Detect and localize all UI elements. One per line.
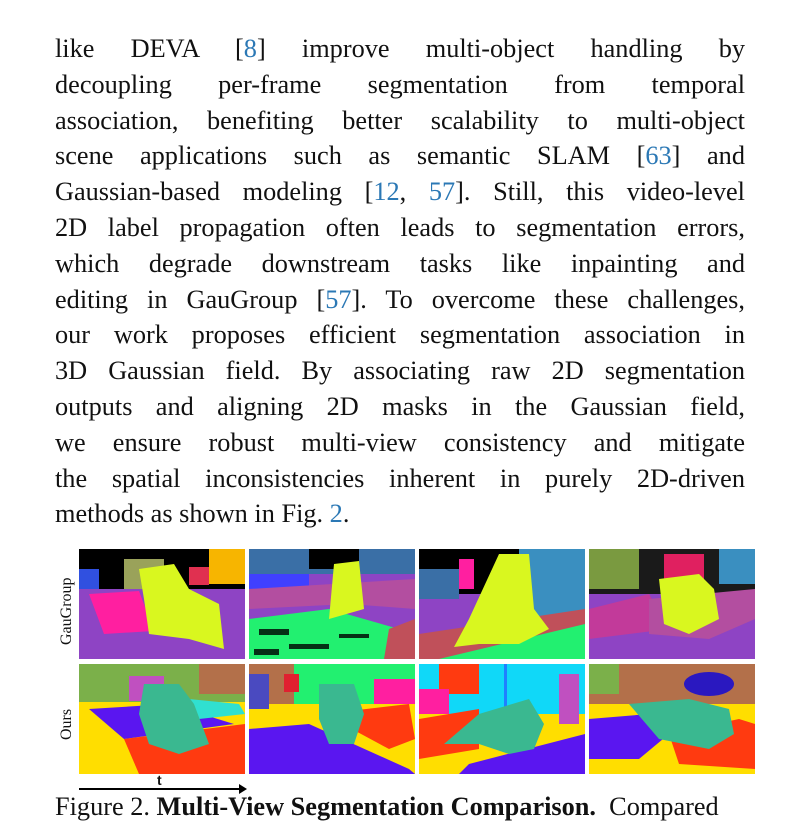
text-span: the spatial inconsistencies inherent in purely 2D-driven	[55, 463, 745, 493]
text-line	[55, 496, 745, 532]
caption-text: Compared	[596, 792, 719, 821]
text-line	[55, 138, 745, 174]
text-span: ] and	[671, 141, 745, 171]
citation-link[interactable]: 8	[243, 34, 257, 63]
row-label-gaugroup: GauGroup	[58, 577, 75, 645]
text-line	[55, 210, 745, 246]
text-span: we ensure robust multi-view consistency and mitigate	[55, 427, 745, 457]
text-line	[55, 67, 745, 103]
gaugroup-view-3	[419, 549, 585, 659]
text-span: 3D Gaussian field. By associating raw 2D segmentation	[55, 356, 745, 386]
caption-title: Multi-View Segmentation Comparison.	[156, 792, 597, 821]
figure-caption	[55, 792, 719, 822]
text-span: Gaussian-based modeling [	[55, 177, 374, 207]
text-span: outputs and aligning 2D masks in the Gaussian field,	[55, 391, 745, 421]
ours-view-1	[79, 664, 245, 774]
gaugroup-view-1	[79, 549, 245, 659]
text-line	[55, 353, 745, 389]
text-span: decoupling per-frame segmentation from temporal	[55, 69, 745, 99]
text-line	[55, 389, 745, 425]
text-span: ]. To overcome these challenges,	[351, 284, 745, 314]
text-span: scene applications such as semantic SLAM [	[55, 141, 646, 171]
text-span: methods as shown in Fig.	[55, 499, 330, 529]
text-line	[55, 461, 745, 497]
row-label-ours: Ours	[58, 708, 75, 740]
citation-link[interactable]: 2	[329, 499, 343, 529]
text-span: .	[342, 499, 350, 529]
text-line	[55, 31, 745, 67]
text-span: association, benefiting better scalability to multi-object	[55, 105, 745, 135]
citation-link[interactable]: 57	[428, 177, 456, 207]
ours-view-3	[419, 664, 585, 774]
text-line	[55, 282, 745, 318]
time-axis-label: t	[157, 772, 162, 788]
body-paragraph	[55, 31, 745, 532]
time-arrow-icon	[79, 788, 245, 790]
text-line	[55, 425, 745, 461]
text-span: ,	[399, 177, 429, 207]
text-line	[55, 174, 745, 210]
ours-view-4	[589, 664, 755, 774]
text-span: like DEVA [	[55, 34, 244, 63]
text-line	[55, 103, 745, 139]
text-span: ]. Still, this video-level	[455, 177, 745, 207]
text-line	[55, 317, 745, 353]
ours-view-2	[249, 664, 415, 774]
citation-link[interactable]: 63	[645, 141, 672, 171]
citation-link[interactable]: 57	[325, 284, 352, 314]
citation-link[interactable]: 12	[373, 177, 400, 207]
gaugroup-view-2	[249, 549, 415, 659]
text-span: editing in GauGroup [	[55, 284, 326, 314]
text-line	[55, 246, 745, 282]
text-span: 2D label propagation often leads to segmentation errors,	[55, 212, 745, 242]
text-span: our work proposes efficient segmentation association in	[55, 320, 745, 350]
gaugroup-view-4	[589, 549, 755, 659]
text-span: ] improve multi-object handling by	[256, 34, 745, 63]
text-span: which degrade downstream tasks like inpainting and	[55, 248, 745, 278]
caption-prefix: Figure 2.	[55, 792, 157, 821]
